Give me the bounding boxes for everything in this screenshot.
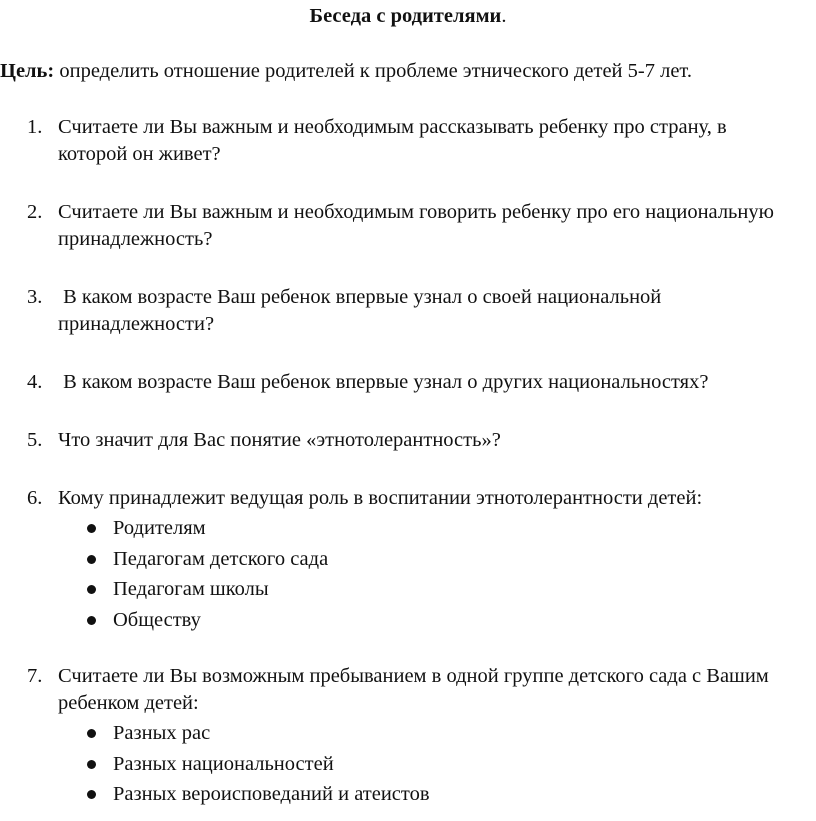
bullet-icon	[87, 524, 96, 533]
question-number: 2.	[27, 201, 43, 223]
question-item	[0, 485, 800, 637]
option-text: Педагогам школы	[113, 578, 269, 600]
bullet-icon	[87, 585, 96, 594]
question-text: Считаете ли Вы важным и необходимым говорить ребенку про его национальную принадлежность?	[58, 201, 780, 250]
question-text: Считаете ли Вы возможным пребыванием в одной группе детского сада с Вашим ребенком детей:	[58, 665, 769, 714]
question-item	[0, 114, 800, 168]
title-period: .	[501, 5, 507, 27]
option-text: Родителям	[113, 517, 206, 539]
question-text: Кому принадлежит ведущая роль в воспитании этнотолерантности детей:	[58, 487, 703, 509]
option-text: Разных вероисповеданий и атеистов	[113, 783, 430, 805]
bullet-icon	[87, 760, 96, 769]
option-item	[58, 781, 800, 812]
goal-label: Цель:	[0, 60, 55, 82]
question-item	[0, 427, 800, 454]
document-title	[0, 3, 816, 30]
bullet-icon	[87, 790, 96, 799]
bullet-icon	[87, 729, 96, 738]
question-number: 1.	[27, 116, 43, 138]
question-number: 3.	[27, 286, 43, 308]
answer-options	[58, 720, 800, 812]
option-item	[58, 751, 800, 782]
title-text: Беседа с родителями	[309, 5, 502, 27]
question-text: Что значит для Вас понятие «этнотолерантность»?	[58, 429, 501, 451]
goal-text: определить отношение родителей к проблеме этнического детей 5-7 лет.	[54, 60, 692, 82]
option-item	[58, 576, 800, 607]
question-item	[0, 369, 800, 396]
question-number: 6.	[27, 487, 43, 509]
option-item	[58, 720, 800, 751]
bullet-icon	[87, 616, 96, 625]
goal-line	[0, 58, 692, 85]
option-item	[58, 607, 800, 638]
option-item	[58, 546, 800, 577]
question-item	[0, 284, 800, 338]
bullet-icon	[87, 555, 96, 564]
question-text: Считаете ли Вы важным и необходимым рассказывать ребенку про страну, в которой он живет?	[58, 116, 732, 165]
option-item	[58, 515, 800, 546]
question-text: В каком возрасте Ваш ребенок впервые узнал о других национальностях?	[58, 371, 709, 393]
answer-options	[58, 515, 800, 637]
option-text: Педагогам детского сада	[113, 547, 329, 570]
option-text: Разных национальностей	[113, 752, 334, 775]
question-number: 4.	[27, 371, 43, 393]
option-text: Разных рас	[113, 722, 211, 744]
question-number: 7.	[27, 665, 43, 687]
question-item	[0, 663, 800, 812]
questions-list	[0, 114, 800, 812]
question-number: 5.	[27, 429, 43, 451]
option-text: Обществу	[113, 608, 201, 631]
question-item	[0, 199, 800, 253]
question-text: В каком возрасте Ваш ребенок впервые узнал о своей национальной принадлежности?	[58, 286, 667, 335]
